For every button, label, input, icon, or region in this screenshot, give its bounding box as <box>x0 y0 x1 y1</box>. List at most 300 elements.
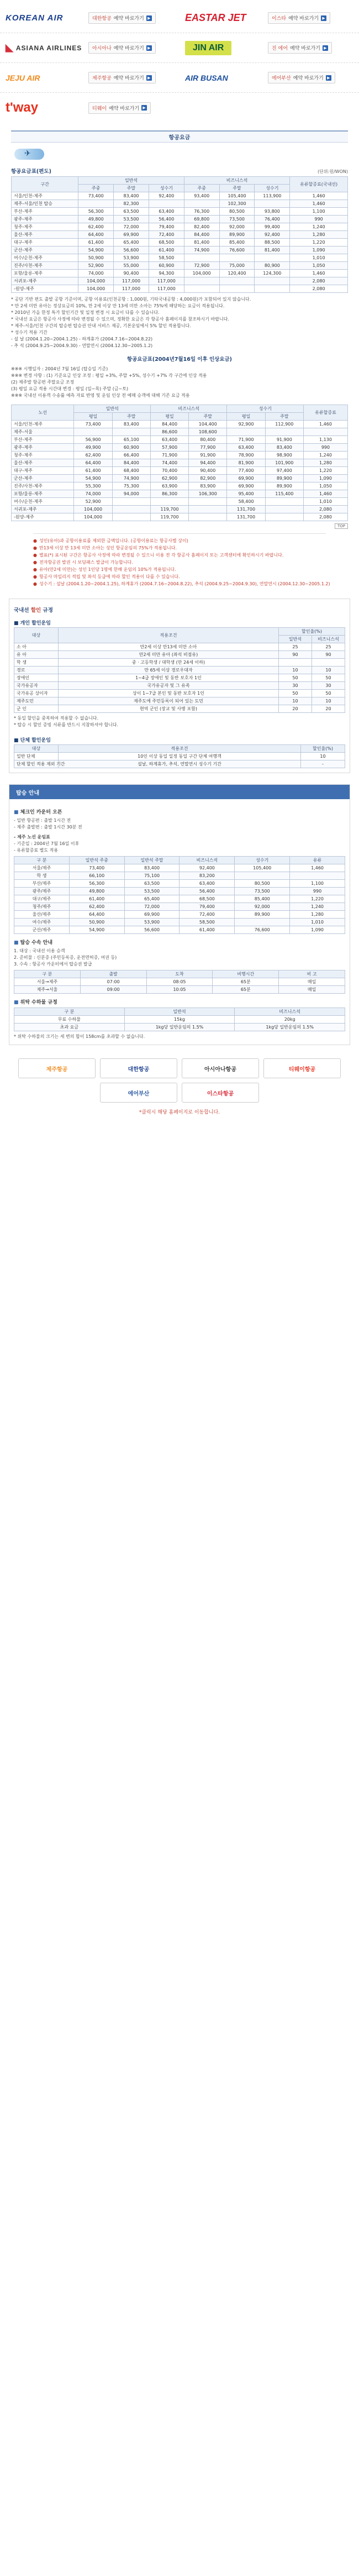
column-header: 구 분 <box>14 970 81 978</box>
table-cell <box>219 277 255 285</box>
table-cell: 58,500 <box>180 919 235 926</box>
table-row <box>12 444 348 452</box>
table-cell: 63,500 <box>114 208 149 216</box>
airline-row <box>0 63 359 93</box>
jin-air-reserve-button[interactable]: 진 에어 예약 바로가기 ▶ <box>268 42 332 54</box>
table-cell <box>184 285 219 293</box>
table-cell: 92,000 <box>219 223 255 231</box>
airline-row <box>0 93 359 123</box>
row-label: 제주→서울 <box>14 986 81 994</box>
wing-icon: ◣ <box>6 42 14 53</box>
table-cell: 89,900 <box>219 231 255 239</box>
schedule-table <box>14 970 345 994</box>
table-cell: 66,400 <box>112 452 150 459</box>
col-business: 비즈니스석 <box>312 636 345 643</box>
airline-link-button[interactable]: 이스타항공 <box>182 1083 259 1103</box>
notice-item <box>33 559 326 566</box>
table-cell: 82,300 <box>114 200 149 208</box>
table-row <box>12 192 348 200</box>
row-label: 서귀포-제주 <box>12 277 78 285</box>
fare-table-1-title-row <box>11 167 348 175</box>
table-cell: 69,900 <box>227 482 265 490</box>
fare-table-1-block <box>11 167 348 293</box>
table-row <box>14 919 345 926</box>
row-label: 여수/순천-제주 <box>12 498 74 506</box>
tway-logo: t'way <box>6 100 39 115</box>
arrow-right-icon: ▶ <box>146 75 152 81</box>
table-row <box>14 880 345 888</box>
airline-row <box>0 33 359 63</box>
table-cell: 65,400 <box>124 895 180 903</box>
table-cell: 63,400 <box>150 436 188 444</box>
table-cell: 79,400 <box>180 903 235 911</box>
row-label: 대구-제주 <box>12 467 74 475</box>
notice-text: 성인(유아)과 공항이용료를 제외한 금액입니다. (공항이용료는 항공사별 상이) <box>39 538 188 543</box>
jeju-fare-body <box>14 864 345 934</box>
bullet-icon: ● <box>33 581 37 586</box>
eastar-reserve-button[interactable]: 이스타 예약 바로가기 ▶ <box>268 12 330 24</box>
col-rate: 할인율(%) <box>301 745 345 753</box>
table-cell: 75,100 <box>124 872 180 880</box>
asiana-reserve-button[interactable]: 아시아나 예약 바로가기 ▶ <box>88 42 156 54</box>
row-label: 제주-서울/인천 탑승 <box>12 200 78 208</box>
table-cell <box>189 498 227 506</box>
jeju-fare-title: - 제주 노선 운임표 <box>14 835 50 840</box>
row-label: 여수/제주 <box>14 919 70 926</box>
jin-air-logo: JIN AIR <box>185 39 268 57</box>
table-cell: 56,900 <box>74 436 112 444</box>
table-cell <box>255 277 290 285</box>
table-cell: 1,010 <box>303 498 347 506</box>
table-cell: 54,900 <box>78 246 114 254</box>
table-cell: 1,130 <box>303 436 347 444</box>
row-label: 포항/울릉-제주 <box>12 490 74 498</box>
table-row <box>14 697 345 705</box>
table-cell: 56,300 <box>78 208 114 216</box>
table-cell: 97,400 <box>265 467 303 475</box>
table-cell <box>112 506 150 513</box>
table-cell: 1,010 <box>290 254 348 262</box>
discount-section <box>9 599 350 773</box>
airline-link-button[interactable]: 티웨이항공 <box>263 1058 341 1078</box>
table-row <box>12 277 348 285</box>
row-label: 부산-제주 <box>12 208 78 216</box>
column-header: 구 분 <box>14 1008 125 1016</box>
row-label: 제주도민 <box>14 697 59 705</box>
table-cell: 15kg <box>124 1016 235 1024</box>
row-label: 울산-제주 <box>12 231 78 239</box>
col-weekday: 평일 <box>150 413 188 421</box>
table-cell: 50 <box>279 674 312 682</box>
table-cell: 50,900 <box>78 254 114 262</box>
text-line: ※※※ 국내선 이용객 수송률 예측 자료 반영 및 운임 인상 전 예매 승객에 대해 기존 요금 적용 <box>11 393 190 398</box>
table-cell <box>112 513 150 521</box>
row-label: 부산/제주 <box>14 880 70 888</box>
table-cell: 82,900 <box>189 475 227 482</box>
fare-table-1 <box>11 176 348 293</box>
table-cell: 80,400 <box>189 436 227 444</box>
korean-air-reserve-button[interactable]: 대한항공 예약 바로가기 ▶ <box>88 12 156 24</box>
col-weekend: 주말 <box>189 413 227 421</box>
notice-item <box>33 552 326 559</box>
checkin-title: ■ 체크인 카운터 오픈 <box>14 808 345 815</box>
table-cell: 93,400 <box>184 192 219 200</box>
row-label: 서울→제주 <box>14 978 81 986</box>
table-cell: 55,300 <box>74 482 112 490</box>
table-cell: 49,900 <box>74 444 112 452</box>
table-row <box>14 1024 345 1031</box>
table-cell: 1,220 <box>290 895 345 903</box>
table-cell: 60,900 <box>149 262 184 270</box>
table-cell: 83,400 <box>112 421 150 428</box>
notice-text: 성수기 : 설날 (2004.1.20~2004.1.25), 하계휴가 (2004.7.16~2004.8.22), 추석 (2004.9.25~2004.9.30), 연말연시 (2004.12.30~2005.1.2) <box>39 581 330 586</box>
table-cell: 104,000 <box>184 270 219 277</box>
column-header: 비즈니스석 <box>235 1008 345 1016</box>
table-cell: 56,400 <box>180 888 235 895</box>
table-row <box>14 651 345 659</box>
individual-discount-body <box>14 643 345 713</box>
jeju-air-reserve-button[interactable]: 제주항공 예약 바로가기 ▶ <box>88 72 156 83</box>
table-cell: 72,400 <box>180 911 235 919</box>
col-rate: 할인율(%) <box>279 628 345 636</box>
table-cell: 104,400 <box>189 421 227 428</box>
table-row <box>14 1016 345 1024</box>
table-cell: 73,500 <box>235 888 290 895</box>
table-cell: 117,000 <box>149 285 184 293</box>
table-cell: 72,000 <box>124 903 180 911</box>
table-cell: 74,900 <box>184 246 219 254</box>
table-cell: 62,400 <box>74 452 112 459</box>
table-cell: 117,000 <box>114 285 149 293</box>
airline-link-button[interactable]: 아시아나항공 <box>182 1058 259 1078</box>
text-line: * 공단 기반 편도 출발 공항 기준이며, 공항 이용료(인천공항 : 1,000원, 기타국내공항 : 4,000원)가 포함되어 있지 않습니다. <box>11 297 251 302</box>
table-cell: 68,500 <box>180 895 235 903</box>
baggage-body <box>14 1016 345 1031</box>
checkin-procedure-title: ■ 탑승 수속 안내 <box>14 938 345 946</box>
table-cell: 92,400 <box>255 231 290 239</box>
table-cell: 1,280 <box>303 459 347 467</box>
col-weekday: 주중 <box>184 185 219 192</box>
table-row <box>14 643 345 651</box>
table-row <box>14 903 345 911</box>
table-cell <box>149 200 184 208</box>
table-cell: 104,000 <box>74 506 112 513</box>
row-label: 서울/제주 <box>14 864 70 872</box>
row-label: 국가유공 상이자 <box>14 690 59 697</box>
table-cell: 50 <box>312 674 345 682</box>
row-label: 울산-제주 <box>12 459 74 467</box>
table-row <box>14 760 345 768</box>
table-cell: 56,600 <box>124 926 180 934</box>
table-cell: 77,400 <box>227 467 265 475</box>
text-line: * 동일 할인을 중복하여 적용할 수 없습니다. <box>14 716 99 721</box>
table-cell: 07:00 <box>80 978 146 986</box>
table-cell: 117,000 <box>149 277 184 285</box>
table-row <box>12 200 348 208</box>
text-line: 3. 수속 : 항공사 카운터에서 탑승권 발급 <box>14 962 92 967</box>
text-line: ※※※ 시행일자 : 2004년 7월 16일 (탑승일 기준) <box>11 366 108 371</box>
airline-cell-jeju-air <box>0 63 180 92</box>
airline-link-button[interactable]: 제주항공 <box>18 1058 96 1078</box>
table-cell: 현역 군인 (장교 및 사병 포함) <box>59 705 279 713</box>
text-line: * 성수기 적용 기간 <box>11 330 47 335</box>
airline-grid <box>0 0 359 123</box>
table-cell <box>219 254 255 262</box>
table-row <box>14 864 345 872</box>
table-cell: 77,900 <box>189 444 227 452</box>
baggage-title: ■ 위탁 수하물 규정 <box>14 998 345 1005</box>
table-cell: 92,400 <box>180 864 235 872</box>
table-cell <box>265 513 303 521</box>
table-cell: 61,400 <box>180 926 235 934</box>
table-cell: 1kg당 일반운임의 1.5% <box>235 1024 345 1031</box>
bullet-icon: ● <box>33 538 37 543</box>
air-busan-reserve-button[interactable]: 에어부산 예약 바로가기 ▶ <box>268 72 335 83</box>
row-label: -원양-제주 <box>12 285 78 293</box>
table-cell: 72,400 <box>149 231 184 239</box>
table-cell: 58,500 <box>149 254 184 262</box>
table-cell: 131,700 <box>227 513 265 521</box>
table-cell <box>184 277 219 285</box>
table-cell: 990 <box>303 444 347 452</box>
row-label: 대구-제주 <box>12 239 78 246</box>
row-label: 청주-제주 <box>12 223 78 231</box>
text-line: * 제주-서울/인천 구간의 탑승편 탑승권 안내 서비스 제공, 기본운임에서 5% 할인 적용합니다. <box>11 323 191 328</box>
table-cell: 52,900 <box>74 498 112 506</box>
table-cell: 1,240 <box>290 223 348 231</box>
row-label: 유 아 <box>14 651 59 659</box>
table-cell: 89,900 <box>265 475 303 482</box>
row-label: 장애인 <box>14 674 59 682</box>
table-cell: 83,200 <box>180 872 235 880</box>
table-row <box>12 467 348 475</box>
table-row <box>12 246 348 254</box>
fare-table-2-title: 항공요금표(2004년7월16일 이후 인상요금) <box>126 356 233 363</box>
fare-table-2-body <box>12 421 348 521</box>
row-label: 포항/울릉-제주 <box>12 270 78 277</box>
table-cell: 990 <box>290 216 348 223</box>
fare-table-1-notes <box>11 296 348 349</box>
col-weekday: 평일 <box>227 413 265 421</box>
arrow-right-icon: ▶ <box>326 75 331 81</box>
table-cell: 1,280 <box>290 231 348 239</box>
table-cell: 90,400 <box>189 467 227 475</box>
table-cell: 69,900 <box>227 475 265 482</box>
table-cell: 49,800 <box>69 888 124 895</box>
table-cell <box>265 506 303 513</box>
table-cell: 1,460 <box>290 200 348 208</box>
row-label: 광주-제주 <box>12 444 74 452</box>
table-row <box>12 223 348 231</box>
table-cell <box>265 428 303 436</box>
table-cell <box>255 285 290 293</box>
boarding-info-body <box>9 799 350 1045</box>
table-row <box>14 978 345 986</box>
top-button[interactable]: TOP <box>335 523 348 529</box>
table-cell: 61,400 <box>149 246 184 254</box>
airline-cell-air-busan <box>180 63 359 92</box>
table-cell: 63,400 <box>149 208 184 216</box>
footer-caption: *클릭시 해당 홈페이지로 이동합니다. <box>139 1110 220 1115</box>
table-cell: 1,050 <box>303 482 347 490</box>
fare-table-1-body <box>12 192 348 293</box>
column-header: 구 분 <box>14 857 70 864</box>
table-cell: 86,600 <box>150 428 188 436</box>
table-cell: 94,300 <box>149 270 184 277</box>
notice-item <box>33 537 326 544</box>
table-cell: 1~4급 장애인 및 동반 보호자 1인 <box>59 674 279 682</box>
table-cell: 1,090 <box>290 246 348 254</box>
table-cell: 69,800 <box>184 216 219 223</box>
fare-table-1-unit: (단위:원/WON) <box>317 169 348 174</box>
col-weekend: 주말 <box>219 185 255 192</box>
row-label: 광주/제주 <box>14 888 70 895</box>
group-discount-body <box>14 753 345 768</box>
table-cell: 91,900 <box>189 452 227 459</box>
table-cell: - <box>301 760 345 768</box>
table-cell: 56,600 <box>114 246 149 254</box>
table-row <box>14 926 345 934</box>
table-cell: 1,240 <box>290 903 345 911</box>
table-cell: 104,000 <box>74 513 112 521</box>
airline-link-grid <box>9 1058 350 1103</box>
row-label: 청주-제주 <box>12 452 74 459</box>
table-row <box>14 911 345 919</box>
table-cell: 53,500 <box>124 888 180 895</box>
table-row <box>12 270 348 277</box>
table-cell: 60,900 <box>112 444 150 452</box>
row-label: 군산/제주 <box>14 926 70 934</box>
row-label: 초과 요금 <box>14 1024 125 1031</box>
table-row <box>12 254 348 262</box>
baggage-notes <box>14 1033 345 1040</box>
arrow-right-icon: ▶ <box>146 15 152 21</box>
tway-reserve-button[interactable]: 티웨이 예약 바로가기 ▶ <box>88 102 151 114</box>
airline-cell-korean-air <box>0 3 180 33</box>
table-cell: 64,400 <box>78 231 114 239</box>
col-weekend: 주말 <box>112 413 150 421</box>
col-business: 비즈니스석 <box>184 177 289 185</box>
table-cell: 국가유공자 및 그 유족 <box>59 682 279 690</box>
row-label: 무료 수하물 <box>14 1016 125 1024</box>
table-cell: 61,400 <box>78 239 114 246</box>
baggage-table <box>14 1008 345 1031</box>
table-cell: 990 <box>290 888 345 895</box>
fare-table-1-title: 항공요금표(편도) <box>11 169 51 175</box>
table-cell: 63,400 <box>180 880 235 888</box>
row-label: 경로 <box>14 667 59 674</box>
table-cell: 54,900 <box>74 475 112 482</box>
table-cell: 50 <box>312 690 345 697</box>
table-row <box>12 498 348 506</box>
table-cell <box>235 872 290 880</box>
individual-discount-notes <box>14 715 345 728</box>
table-cell: 69,900 <box>124 911 180 919</box>
top-link-row <box>11 523 348 529</box>
table-cell <box>150 498 188 506</box>
row-label: 일반 단체 <box>14 753 59 760</box>
table-row <box>14 659 345 667</box>
table-cell: 84,400 <box>150 421 188 428</box>
table-cell: 80,900 <box>255 262 290 270</box>
table-cell: 101,900 <box>265 459 303 467</box>
table-cell <box>290 872 345 880</box>
text-line: - 유류할증료 별도 적용 <box>14 848 59 853</box>
table-cell: 매일 <box>279 986 345 994</box>
table-cell: 65,100 <box>112 436 150 444</box>
row-label: 부산-제주 <box>12 436 74 444</box>
table-cell <box>189 513 227 521</box>
col-weekday: 평일 <box>74 413 112 421</box>
notice-text: 항공사 마일리지 적립 및 좌석 등급에 따라 할인 적용이 다를 수 있습니다. <box>39 574 180 579</box>
table-cell: 74,000 <box>78 270 114 277</box>
arrow-right-icon: ▶ <box>146 45 152 51</box>
table-cell: 2,080 <box>303 513 347 521</box>
eastar-jet-logo: EASTAR JET <box>185 12 246 23</box>
row-label: 단체 할인 적용 제외 기간 <box>14 760 59 768</box>
table-cell: 1,460 <box>303 421 347 428</box>
table-row <box>12 475 348 482</box>
airline-link-button[interactable]: 에어부산 <box>100 1083 177 1103</box>
checkin-procedure-lines <box>14 948 345 968</box>
column-header: 비행시간 <box>213 970 279 978</box>
column-header: 성수기 <box>235 857 290 864</box>
table-cell: 20 <box>279 705 312 713</box>
row-label: -원양-제주 <box>12 513 74 521</box>
text-line: 2. 준비물 : 신분증 (주민등록증, 운전면허증, 여권 등) <box>14 955 117 960</box>
airline-link-button[interactable]: 대한항공 <box>100 1058 177 1078</box>
table-cell: 53,900 <box>124 919 180 926</box>
text-line: (2) 제주발 항공편 주말요금 조정 <box>11 380 75 385</box>
asiana-logo: ◣ ASIANA AIRLINES <box>6 42 82 53</box>
table-cell: 1,090 <box>290 926 345 934</box>
text-line: * 만 2세 미만 유아는 정상요금의 10%, 만 2세 이상 만 13세 미만 소아는 75%에 해당하는 요금이 적용됩니다. <box>11 303 225 308</box>
text-line: (3) 평일 요금 적용 시간대 변경 : 평일 (일~목) 주말 (금~토) <box>11 386 129 391</box>
table-cell: 72,900 <box>184 262 219 270</box>
bullet-icon: ● <box>33 574 37 579</box>
table-cell: 63,900 <box>150 482 188 490</box>
table-cell: 25 <box>279 643 312 651</box>
table-cell: 50,900 <box>69 919 124 926</box>
table-cell: 제주도에 주민등록이 되어 있는 도민 <box>59 697 279 705</box>
table-cell: 61,400 <box>74 467 112 475</box>
col-route: 노선 <box>12 405 74 421</box>
table-cell: 92,900 <box>227 421 265 428</box>
table-cell: 112,900 <box>265 421 303 428</box>
table-cell: 20kg <box>235 1016 345 1024</box>
table-row <box>12 459 348 467</box>
table-cell: 71,900 <box>227 436 265 444</box>
table-row <box>12 490 348 498</box>
table-cell: 2,080 <box>303 506 347 513</box>
table-cell: 80,500 <box>235 880 290 888</box>
text-line: ※※※ 변경 사항 : (1) 기준요금 인상 조정 : 평일 +3%, 주말 +5%, 성수기 +7% 각 구간에 인상 적용 <box>11 373 207 378</box>
table-cell: 62,400 <box>78 223 114 231</box>
arrow-right-icon: ▶ <box>323 45 328 51</box>
notice-item <box>33 544 326 552</box>
table-row <box>12 421 348 428</box>
group-discount-title: ■ 단체 할인운임 <box>14 738 51 743</box>
col-economy: 일반석 <box>279 636 312 643</box>
table-cell: 56,300 <box>69 880 124 888</box>
table-cell: 72,000 <box>114 223 149 231</box>
table-cell <box>235 919 290 926</box>
table-cell: 119,700 <box>150 506 188 513</box>
text-line: - 제주 출발편 : 출발 1시간 30분 전 <box>14 825 82 830</box>
table-row <box>12 506 348 513</box>
table-cell: 만2세 이상 만13세 미만 소아 <box>59 643 279 651</box>
table-cell: 1,280 <box>290 911 345 919</box>
